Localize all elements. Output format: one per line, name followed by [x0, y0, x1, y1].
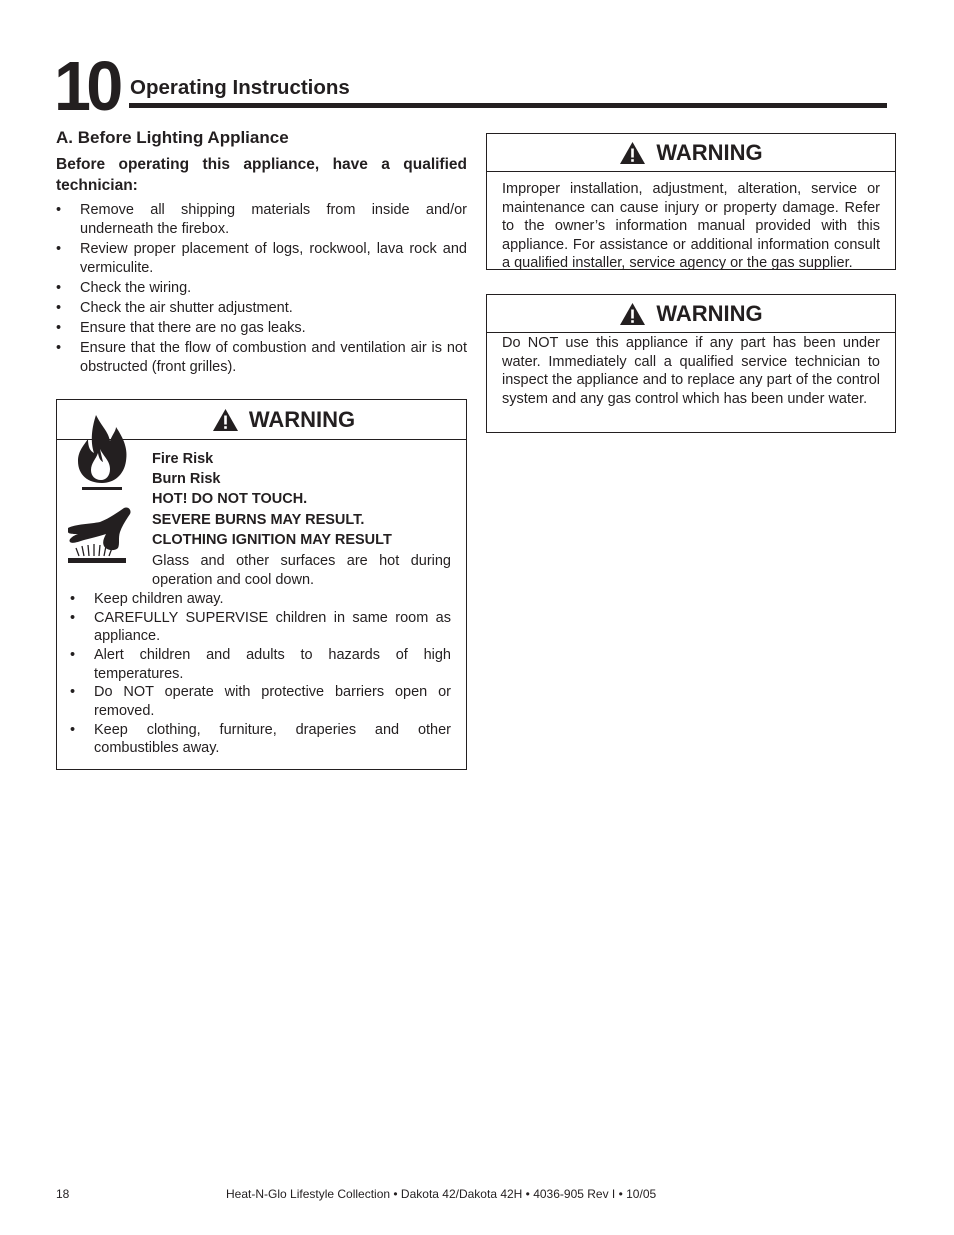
checklist — [56, 201, 467, 377]
hot-surface-hand-icon — [66, 506, 136, 566]
warning-header — [487, 295, 895, 333]
list-item: • Do NOT operate with protective barriers open or removed. — [70, 684, 451, 719]
hot-surfaces-paragraph: Glass and other surfaces are hot during operation and cool down. — [152, 553, 451, 588]
water-damage-warning-box — [486, 294, 896, 433]
footer-text: Heat-N-Glo Lifestyle Collection • Dakota 42/Dakota 42H • 4036-905 Rev I • 10/05 — [226, 1187, 657, 1201]
section-before-lighting — [56, 127, 467, 378]
warning-header — [487, 134, 895, 172]
page-title: Operating Instructions — [130, 76, 350, 99]
fire-risk-label: Fire Risk — [152, 451, 214, 467]
list-item: • CAREFULLY SUPERVISE children in same room as appliance. — [70, 609, 451, 645]
list-item: • Review proper placement of logs, rockwool, lava rock and vermiculite. — [56, 241, 467, 276]
hot-label: HOT! DO NOT TOUCH. — [152, 491, 308, 508]
list-item: • Check the air shutter adjustment. — [56, 300, 293, 316]
severe-burns-label: SEVERE BURNS MAY RESULT. — [152, 511, 365, 528]
list-item: • Ensure that there are no gas leaks. — [56, 320, 306, 336]
list-item: • Check the wiring. — [56, 280, 192, 296]
clothing-ignition-label: CLOTHING IGNITION MAY RESULT — [152, 531, 392, 548]
warning-text: Improper installation, adjustment, alteration, service or maintenance can cause injury or property damage. Refer to the owner’s information manual provided with this appliance. For assistance or additional information consult a qualified installer, service agency or the gas supplier. — [502, 181, 880, 272]
warning-text: Do NOT use this appliance if any part has been under water. Immediately call a qualified service technician to inspect the appliance and to replace any part of the control system and any gas control which has been under water. — [502, 335, 880, 407]
installation-warning-box — [486, 133, 896, 270]
title-rule — [129, 103, 887, 108]
warning-title: WARNING — [248, 406, 356, 432]
warning-triangle-icon — [212, 408, 239, 432]
fire-warning-list — [70, 590, 451, 758]
flame-icon — [74, 413, 130, 493]
list-item: • Remove all shipping materials from inside and/or underneath the firebox. — [56, 202, 467, 237]
chapter-number: 10 — [54, 47, 119, 125]
page-number: 18 — [56, 1187, 70, 1201]
warning-title: WARNING — [656, 139, 763, 165]
list-item: • Alert children and adults to hazards of high temperatures. — [70, 647, 451, 682]
warning-title: WARNING — [656, 300, 763, 326]
fire-warning-lines — [152, 449, 451, 589]
list-item: • Keep clothing, furniture, draperies and other combustibles away. — [70, 721, 451, 757]
list-item: • Ensure that the flow of combustion and ventilation air is not obstructed (front grilles). — [56, 340, 467, 375]
burn-risk-label: Burn Risk — [152, 471, 221, 488]
warning-triangle-icon — [619, 141, 646, 165]
section-heading: A. Before Lighting Appliance — [56, 128, 289, 147]
warning-triangle-icon — [619, 302, 646, 326]
list-item: • Keep children away. — [70, 591, 224, 607]
section-intro: Before operating this appliance, have a qualified technician: — [56, 156, 467, 194]
